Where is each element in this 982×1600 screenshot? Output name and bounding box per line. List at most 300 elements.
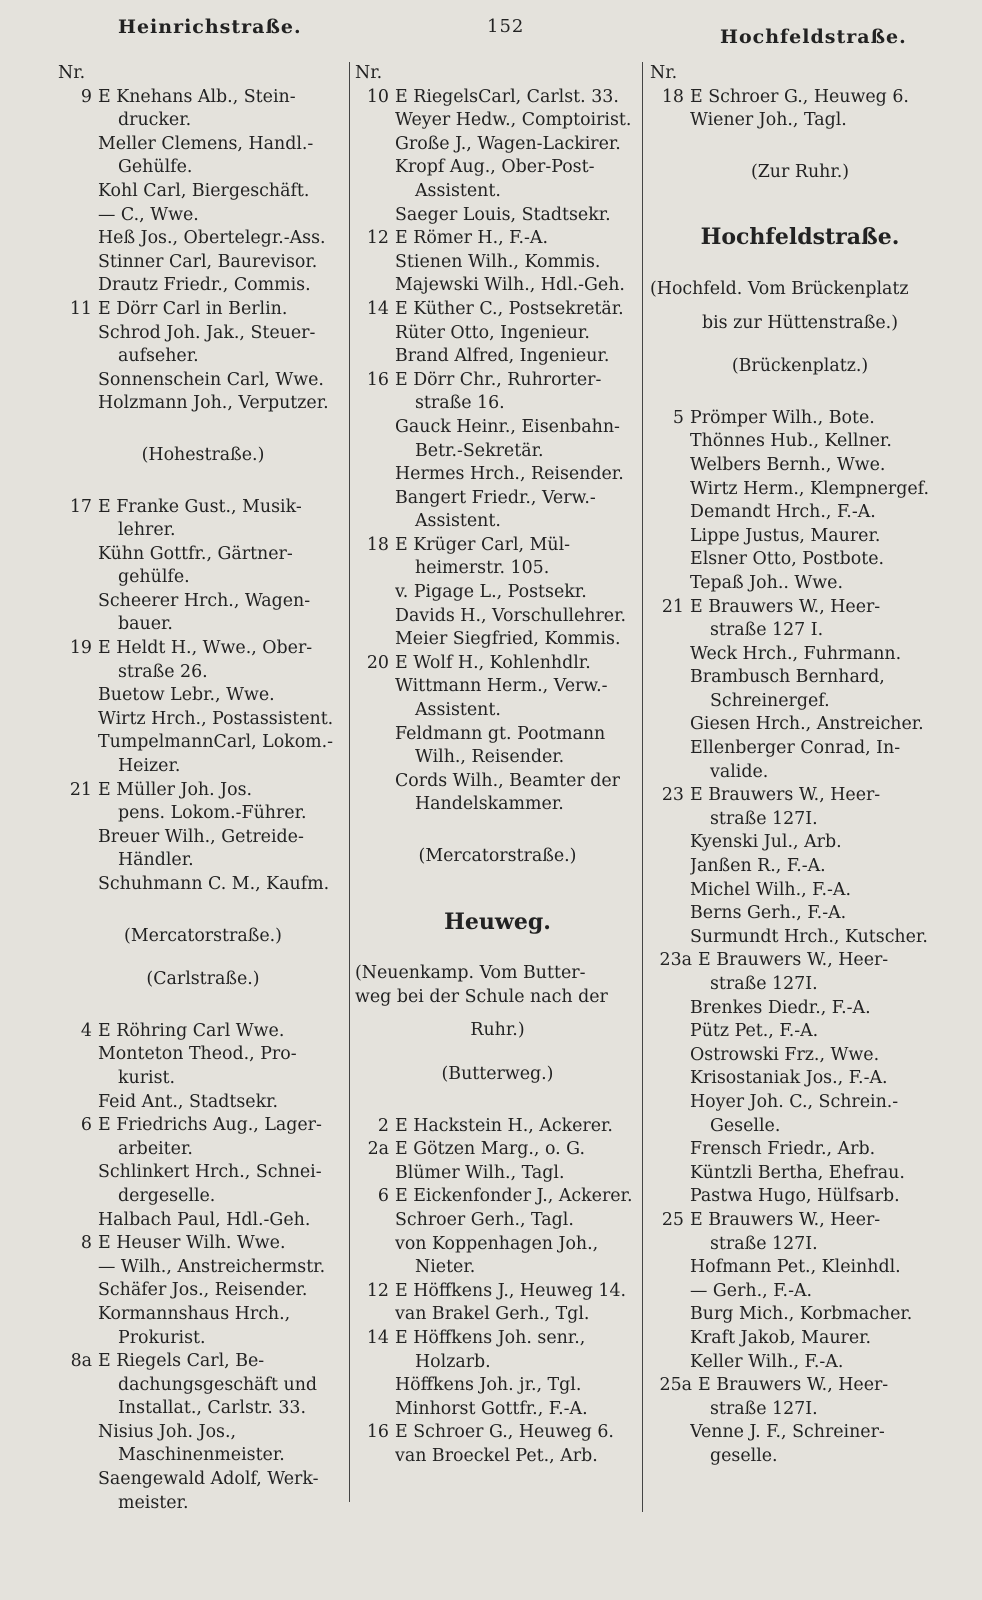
directory-entry xyxy=(355,1445,640,1469)
house-number xyxy=(58,566,98,590)
entry-text: straße 127I. xyxy=(710,808,818,829)
entry-text: Welbers Bernh., Wwe. xyxy=(690,454,886,475)
house-number xyxy=(355,510,395,534)
house-number xyxy=(58,109,98,133)
directory-entry xyxy=(650,1421,950,1445)
entry-text: Installat., Carlstr. 33. xyxy=(118,1398,306,1419)
directory-entry xyxy=(650,1162,950,1186)
entry-text: Wittmann Herm., Verw.- xyxy=(395,676,608,697)
directory-entry xyxy=(355,723,640,747)
entry-text: Holzmann Joh., Verputzer. xyxy=(98,393,329,414)
house-number: 6 xyxy=(80,1115,92,1136)
entry-text: Pütz Pet., F.-A. xyxy=(690,1021,819,1042)
house-number: 25 xyxy=(661,1209,684,1230)
directory-entry xyxy=(650,86,950,110)
entry-text: E Brauwers W., Heer- xyxy=(698,950,889,971)
house-number xyxy=(650,1398,690,1422)
directory-entry xyxy=(650,1351,950,1375)
entry-text: straße 127I. xyxy=(710,974,818,994)
entry-text: E Wolf H., Kohlenhdlr. xyxy=(395,652,591,673)
directory-entry xyxy=(650,501,950,525)
entry-text: Nieter. xyxy=(415,1257,476,1278)
directory-entry xyxy=(58,345,348,369)
house-number xyxy=(58,755,98,779)
street-heading: Hochfeldstraße. xyxy=(700,224,900,251)
house-number: 14 xyxy=(366,1327,389,1348)
column-label: Nr. xyxy=(650,63,678,83)
directory-entry xyxy=(650,1067,950,1091)
directory-entry xyxy=(58,1185,348,1209)
house-number xyxy=(58,661,98,685)
house-number xyxy=(650,430,690,454)
entry-text: Große J., Wagen-Lackirer. xyxy=(395,133,621,154)
directory-entry xyxy=(58,826,348,850)
entry-text: Gehülfe. xyxy=(118,157,193,178)
directory-entry xyxy=(355,109,640,133)
directory-entry xyxy=(355,1351,640,1375)
directory-entry xyxy=(650,737,950,761)
directory-entry xyxy=(355,1162,640,1186)
house-number xyxy=(650,1162,690,1186)
entry-text: E Götzen Marg., o. G. xyxy=(395,1139,585,1160)
house-number: 20 xyxy=(366,652,389,673)
directory-entry xyxy=(650,690,950,714)
directory-entry xyxy=(355,345,640,369)
directory-entry xyxy=(355,487,640,511)
directory-entry xyxy=(650,1327,950,1351)
directory-entry xyxy=(650,548,950,572)
house-number: 17 xyxy=(69,496,92,517)
section-note: (Zur Ruhr.) xyxy=(750,161,850,182)
house-number xyxy=(650,109,690,133)
entry-text: Venne J. F., Schreiner- xyxy=(690,1422,885,1443)
entry-text: E Krüger Carl, Mül- xyxy=(395,534,571,555)
entry-text: Kohl Carl, Biergeschäft. xyxy=(98,180,310,201)
entry-text: Nisius Joh. Jos., xyxy=(98,1421,237,1442)
entry-text: Hermes Hrch., Reisender. xyxy=(395,464,624,485)
house-number xyxy=(58,849,98,873)
house-number xyxy=(650,713,690,737)
entry-text: E Franke Gust., Musik- xyxy=(98,496,302,517)
house-number xyxy=(355,204,395,228)
directory-entry xyxy=(58,590,348,614)
entry-text: Geselle. xyxy=(710,1115,781,1136)
house-number xyxy=(355,463,395,487)
entry-text: Minhorst Gottfr., F.-A. xyxy=(395,1398,588,1419)
entry-text: Davids H., Vorschullehrer. xyxy=(395,605,626,626)
house-number xyxy=(650,761,690,785)
house-number: 16 xyxy=(366,369,389,390)
entry-text: Burg Mich., Korbmacher. xyxy=(690,1304,913,1325)
entry-text: Breuer Wilh., Getreide- xyxy=(98,826,304,847)
entry-text: lehrer. xyxy=(118,520,176,541)
house-number xyxy=(58,1256,98,1280)
entry-text: Assistent. xyxy=(415,180,501,201)
directory-entry xyxy=(58,613,348,637)
entry-text: Prömper Wilh., Bote. xyxy=(690,407,875,428)
directory-entry xyxy=(650,525,950,549)
entry-text: Scheerer Hrch., Wagen- xyxy=(98,590,311,611)
section-note: (Brückenplatz.) xyxy=(731,356,869,377)
entry-text: Schroer Gerh., Tagl. xyxy=(395,1209,574,1230)
house-number xyxy=(355,1351,395,1375)
house-number xyxy=(650,737,690,761)
house-number xyxy=(355,251,395,275)
entry-text: Schreinergef. xyxy=(710,690,830,711)
directory-entry xyxy=(355,1115,640,1139)
entry-text: E Dörr Carl in Berlin. xyxy=(98,298,288,319)
house-number xyxy=(355,440,395,464)
house-number xyxy=(650,879,690,903)
entry-text: Weck Hrch., Fuhrmann. xyxy=(690,643,902,664)
directory-entry xyxy=(58,708,348,732)
house-number xyxy=(58,204,98,228)
house-number xyxy=(355,699,395,723)
house-number xyxy=(355,581,395,605)
directory-entry xyxy=(355,1256,640,1280)
entry-text: Schuhmann C. M., Kaufm. xyxy=(98,874,330,894)
directory-entry xyxy=(58,1067,348,1091)
house-number xyxy=(355,156,395,180)
entry-text: Höffkens Joh. jr., Tgl. xyxy=(395,1375,582,1396)
directory-entry xyxy=(650,902,950,926)
house-number xyxy=(58,613,98,637)
house-number xyxy=(650,1351,690,1375)
directory-entry xyxy=(58,802,348,826)
directory-entry xyxy=(58,227,348,251)
directory-entry xyxy=(650,855,950,879)
directory-entry xyxy=(58,661,348,685)
entry-text: straße 16. xyxy=(415,393,505,414)
house-number xyxy=(58,802,98,826)
house-number xyxy=(650,1115,690,1139)
directory-entry xyxy=(58,519,348,543)
entry-text: Kyenski Jul., Arb. xyxy=(690,832,842,853)
entry-text: E Müller Joh. Jos. xyxy=(98,779,253,800)
house-number xyxy=(650,1303,690,1327)
house-number xyxy=(650,1044,690,1068)
directory-entry xyxy=(58,180,348,204)
directory-entry xyxy=(355,227,640,251)
section-note: Ruhr.) xyxy=(470,1020,525,1041)
directory-entry xyxy=(650,1233,950,1257)
entry-text: Halbach Paul, Hdl.-Geh. xyxy=(98,1209,311,1230)
house-number xyxy=(650,548,690,572)
entry-text: Handelskammer. xyxy=(415,794,564,815)
entry-text: E Heuser Wilh. Wwe. xyxy=(98,1233,286,1254)
directory-entry xyxy=(355,204,640,228)
directory-entry xyxy=(650,713,950,737)
spacer xyxy=(650,133,950,151)
entry-text: Heß Jos., Obertelegr.-Ass. xyxy=(98,228,326,249)
entry-text: kurist. xyxy=(118,1067,176,1088)
directory-entry xyxy=(650,761,950,785)
directory-entry xyxy=(58,637,348,661)
directory-entry xyxy=(58,133,348,157)
entry-text: Hoyer Joh. C., Schrein.- xyxy=(690,1091,899,1112)
entry-text: Assistent. xyxy=(415,511,501,532)
directory-entry xyxy=(58,274,348,298)
house-number xyxy=(355,180,395,204)
house-number xyxy=(58,1043,98,1067)
house-number xyxy=(58,1492,98,1516)
entry-text: Assistent. xyxy=(415,700,501,721)
entry-text: Wilh., Reisender. xyxy=(415,747,565,768)
entry-text: E Hackstein H., Ackerer. xyxy=(395,1115,613,1136)
entry-text: Ellenberger Conrad, In- xyxy=(690,738,901,759)
house-number xyxy=(650,501,690,525)
house-number xyxy=(355,322,395,346)
house-number xyxy=(650,1421,690,1445)
directory-entry xyxy=(650,949,950,973)
house-number xyxy=(650,855,690,879)
spacer xyxy=(650,194,950,212)
entry-text: aufseher. xyxy=(118,346,199,367)
house-number: 8 xyxy=(80,1233,92,1254)
directory-entry xyxy=(355,133,640,157)
directory-entry xyxy=(355,274,640,298)
house-number xyxy=(355,1233,395,1257)
column-label: Nr. xyxy=(355,63,383,83)
entry-text: E Dörr Chr., Ruhrorter- xyxy=(395,369,602,390)
directory-entry xyxy=(650,596,950,620)
house-number xyxy=(355,1398,395,1422)
directory-entry xyxy=(650,643,950,667)
house-number xyxy=(58,1327,98,1351)
entry-text: — Wilh., Anstreichermstr. xyxy=(98,1256,326,1277)
column-3 xyxy=(650,62,950,1582)
directory-entry xyxy=(58,1327,348,1351)
directory-entry xyxy=(58,1043,348,1067)
directory-entry xyxy=(58,1256,348,1280)
directory-entry xyxy=(58,543,348,567)
house-number xyxy=(355,746,395,770)
directory-entry xyxy=(650,454,950,478)
directory-entry xyxy=(355,369,640,393)
house-number xyxy=(650,902,690,926)
entry-text: Frensch Friedr., Arb. xyxy=(690,1139,876,1160)
entry-text: Meller Clemens, Handl.- xyxy=(98,133,314,154)
directory-entry xyxy=(650,1115,950,1139)
entry-text: Berns Gerh., F.-A. xyxy=(690,903,847,924)
entry-text: Giesen Hrch., Anstreicher. xyxy=(690,714,924,735)
spacer xyxy=(355,944,640,962)
entry-text: v. Pigage L., Postsekr. xyxy=(395,582,587,603)
house-number xyxy=(355,628,395,652)
directory-entry xyxy=(650,666,950,690)
entry-text: E Küther C., Postsekretär. xyxy=(395,298,624,319)
section-note: (Mercatorstraße.) xyxy=(124,925,282,946)
directory-entry xyxy=(355,1327,640,1351)
directory-entry xyxy=(58,1397,348,1421)
entry-text: Lippe Justus, Maurer. xyxy=(690,525,881,546)
entry-text: dergeselle. xyxy=(118,1185,216,1206)
house-number xyxy=(58,133,98,157)
directory-entry xyxy=(355,251,640,275)
directory-entry xyxy=(355,628,640,652)
house-number: 25a xyxy=(659,1375,692,1396)
entry-text: Tepaß Joh.. Wwe. xyxy=(690,572,843,593)
entry-text: straße 127I. xyxy=(710,1233,818,1254)
entry-text: Wiener Joh., Tagl. xyxy=(690,110,847,131)
house-number xyxy=(650,1445,690,1469)
house-number xyxy=(650,926,690,950)
directory-entry xyxy=(355,463,640,487)
directory-entry xyxy=(355,180,640,204)
column-divider-1 xyxy=(349,62,350,1502)
house-number: 21 xyxy=(69,779,92,800)
entry-text: Drautz Friedr., Commis. xyxy=(98,275,311,296)
house-number xyxy=(58,1067,98,1091)
house-number: 10 xyxy=(366,86,389,107)
house-number: 5 xyxy=(672,407,684,428)
directory-entry xyxy=(58,1209,348,1233)
house-number xyxy=(650,643,690,667)
directory-entry xyxy=(650,407,950,431)
house-number xyxy=(58,826,98,850)
house-number xyxy=(650,1256,690,1280)
directory-entry xyxy=(650,1138,950,1162)
directory-entry xyxy=(650,1209,950,1233)
entry-text: — Gerh., F.-A. xyxy=(690,1280,813,1301)
column-1 xyxy=(58,62,348,1582)
house-number: 4 xyxy=(80,1020,92,1041)
house-number xyxy=(355,1256,395,1280)
entry-text: bauer. xyxy=(118,614,173,635)
directory-entry xyxy=(58,731,348,755)
house-number xyxy=(650,572,690,596)
house-number xyxy=(58,274,98,298)
directory-entry xyxy=(58,1279,348,1303)
entry-text: straße 127 I. xyxy=(710,620,824,641)
entry-text: drucker. xyxy=(118,110,192,131)
house-number xyxy=(650,1233,690,1257)
directory-entry xyxy=(58,1138,348,1162)
house-number: 21 xyxy=(661,596,684,617)
directory-entry xyxy=(58,109,348,133)
house-number xyxy=(58,684,98,708)
column-label: (Neuenkamp. Vom Butter- xyxy=(355,963,586,984)
spacer xyxy=(650,260,950,278)
entry-text: E Riegels Carl, Be- xyxy=(98,1351,265,1372)
directory-entry xyxy=(650,572,950,596)
directory-entry xyxy=(355,392,640,416)
entry-text: Demandt Hrch., F.-A. xyxy=(690,502,876,523)
entry-text: E Römer H., F.-A. xyxy=(395,228,549,249)
directory-entry xyxy=(355,770,640,794)
directory-entry xyxy=(58,1350,348,1374)
directory-entry xyxy=(355,699,640,723)
house-number xyxy=(58,1138,98,1162)
house-number: 6 xyxy=(377,1186,389,1207)
house-number: 23a xyxy=(659,950,692,971)
house-number xyxy=(355,793,395,817)
house-number xyxy=(58,156,98,180)
house-number xyxy=(355,675,395,699)
directory-entry xyxy=(355,510,640,534)
directory-entry xyxy=(58,298,348,322)
house-number xyxy=(58,1468,98,1492)
directory-entry xyxy=(355,652,640,676)
entry-text: Betr.-Sekretär. xyxy=(415,440,544,461)
spacer xyxy=(58,416,348,434)
directory-entry xyxy=(355,416,640,440)
entry-text: E Heldt H., Wwe., Ober- xyxy=(98,638,313,659)
entry-text: Schrod Joh. Jak., Steuer- xyxy=(98,322,316,343)
directory-entry xyxy=(58,1020,348,1044)
entry-text: E Schroer G., Heuweg 6. xyxy=(395,1422,614,1443)
entry-text: dachungsgeschäft und xyxy=(118,1374,318,1395)
house-number xyxy=(58,1421,98,1445)
house-number xyxy=(58,251,98,275)
entry-text: Brand Alfred, Ingenieur. xyxy=(395,346,610,367)
directory-entry xyxy=(355,1280,640,1304)
directory-entry xyxy=(58,779,348,803)
house-number xyxy=(355,1303,395,1327)
house-number xyxy=(650,619,690,643)
house-number xyxy=(58,519,98,543)
house-number xyxy=(650,525,690,549)
house-number: 19 xyxy=(69,638,92,659)
house-number xyxy=(650,1138,690,1162)
entry-text: Kropf Aug., Ober-Post- xyxy=(395,157,595,178)
entry-text: Kormannshaus Hrch., xyxy=(98,1303,291,1324)
entry-text: Rüter Otto, Ingenieur. xyxy=(395,322,590,343)
column-label: (Hochfeld. Vom Brückenplatz xyxy=(650,278,909,299)
entry-text: Surmundt Hrch., Kutscher. xyxy=(690,926,928,947)
entry-text: Keller Wilh., F.-A. xyxy=(690,1351,844,1372)
entry-text: pens. Lokom.-Führer. xyxy=(118,803,307,824)
directory-entry xyxy=(650,1374,950,1398)
house-number xyxy=(650,808,690,832)
directory-entry xyxy=(58,392,348,416)
entry-text: E RiegelsCarl, Carlst. 33. xyxy=(395,86,619,107)
entry-text: Cords Wilh., Beamter der xyxy=(395,770,620,791)
directory-entry xyxy=(355,605,640,629)
directory-entry xyxy=(58,1492,348,1516)
entry-text: E Schroer G., Heuweg 6. xyxy=(690,86,909,107)
house-number xyxy=(650,454,690,478)
entry-text: Feid Ant., Stadtsekr. xyxy=(98,1091,279,1112)
directory-entry xyxy=(355,557,640,581)
spacer xyxy=(58,897,348,915)
house-number: 18 xyxy=(661,86,684,107)
entry-text: von Koppenhagen Joh., xyxy=(395,1233,599,1254)
entry-text: Schlinkert Hrch., Schnei- xyxy=(98,1162,322,1183)
house-number xyxy=(58,1279,98,1303)
column-label: Nr. xyxy=(58,63,86,83)
house-number xyxy=(650,1280,690,1304)
house-number xyxy=(58,345,98,369)
house-number xyxy=(58,708,98,732)
directory-entry xyxy=(650,430,950,454)
house-number xyxy=(650,666,690,690)
house-number xyxy=(355,770,395,794)
entry-text: Prokurist. xyxy=(118,1327,206,1348)
entry-text: Gauck Heinr., Eisenbahn- xyxy=(395,416,620,437)
house-number xyxy=(355,274,395,298)
directory-entry xyxy=(58,251,348,275)
directory-entry xyxy=(355,322,640,346)
entry-text: Sonnenschein Carl, Wwe. xyxy=(98,369,324,390)
entry-text: Saeger Louis, Stadtsekr. xyxy=(395,204,611,225)
house-number: 16 xyxy=(366,1422,389,1443)
house-number xyxy=(58,369,98,393)
house-number xyxy=(650,831,690,855)
entry-text: van Broeckel Pet., Arb. xyxy=(395,1445,598,1466)
house-number xyxy=(650,1091,690,1115)
entry-text: Wirtz Herm., Klempnergef. xyxy=(690,478,930,499)
